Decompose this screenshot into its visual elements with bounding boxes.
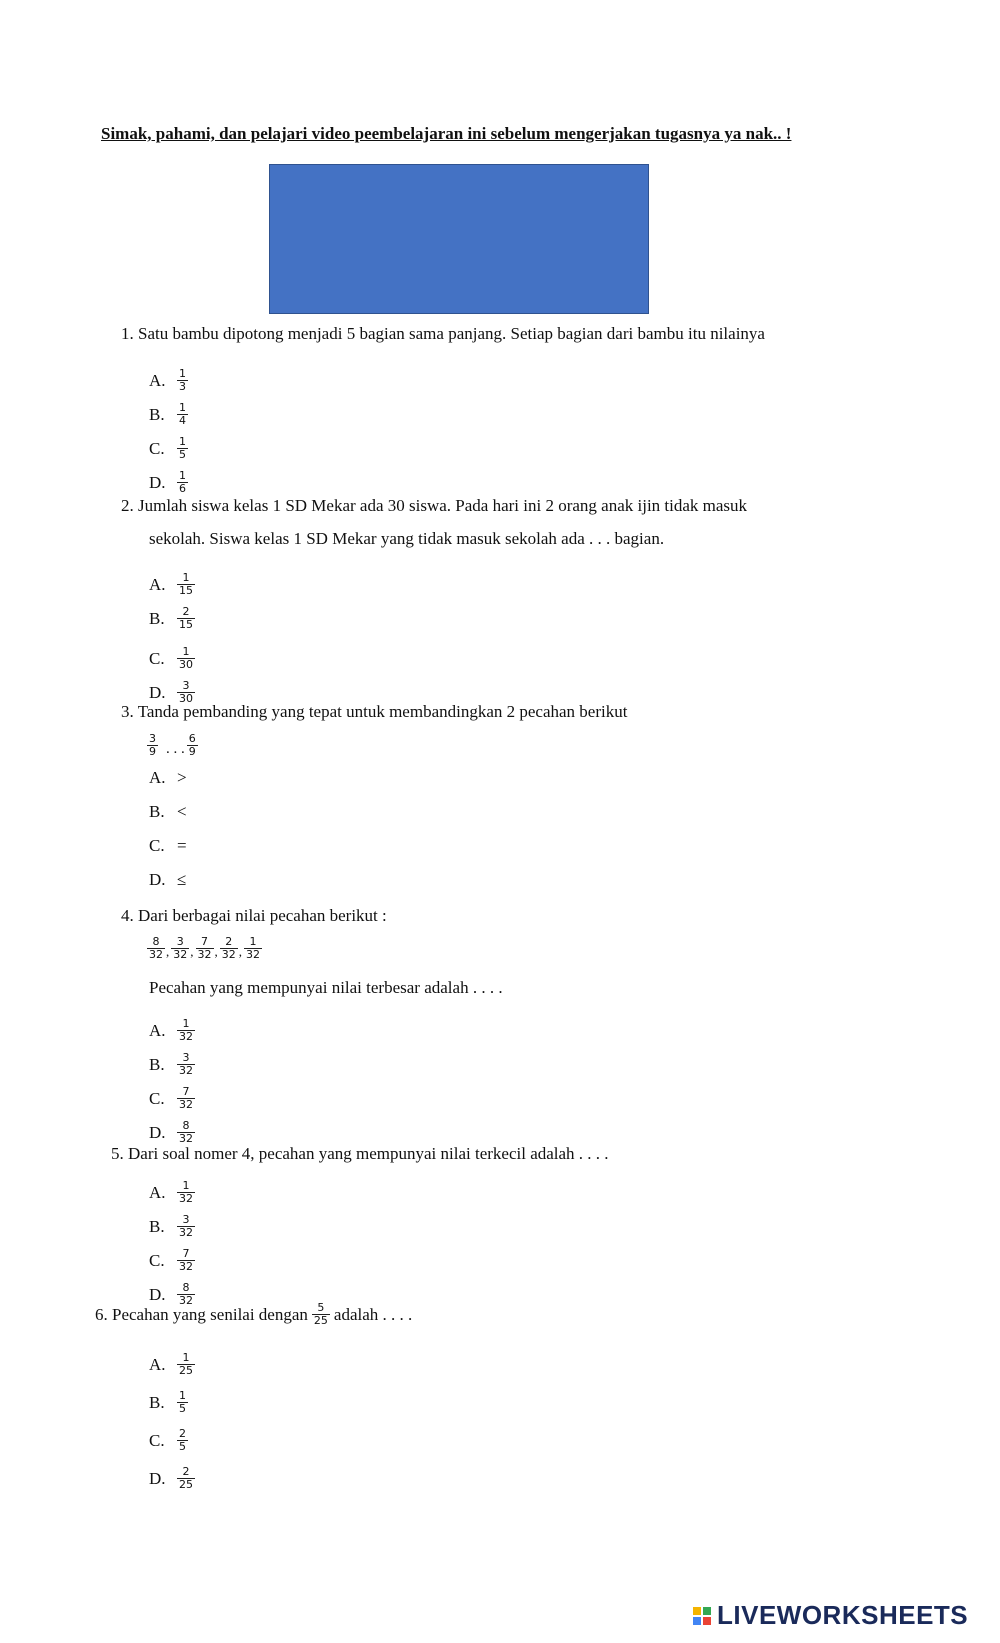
option-label: C. xyxy=(149,1250,165,1270)
option-label: C. xyxy=(149,1430,165,1450)
compare-right-fraction: $\frac{6}{9}$ xyxy=(188,732,196,758)
q3-option-b[interactable] xyxy=(149,802,187,822)
instruction-title: Simak, pahami, dan pelajari video peembelajaran ini sebelum mengerjakan tugasnya ya nak.. ! xyxy=(101,124,792,143)
option-label: C. xyxy=(149,648,165,668)
q4-option-c[interactable] xyxy=(149,1086,195,1111)
option-label: A. xyxy=(149,768,166,787)
option-value: < xyxy=(177,802,187,821)
option-label: B. xyxy=(149,802,165,821)
list-separator: , xyxy=(190,943,194,959)
q3-option-c[interactable] xyxy=(149,836,187,856)
option-fraction: $\frac{1}{6}$ xyxy=(179,469,186,495)
option-fraction: $\frac{3}{32}$ xyxy=(179,1213,193,1239)
question-6-fraction: $\frac{5}{25}$ xyxy=(313,1301,328,1327)
compare-left-fraction: $\frac{3}{9}$ xyxy=(149,732,156,758)
option-fraction: $\frac{8}{32}$ xyxy=(179,1119,193,1145)
option-value: ≤ xyxy=(177,870,187,889)
option-label: A. xyxy=(149,1354,166,1374)
list-fraction: $\frac{3}{32}$ xyxy=(173,935,188,961)
q3-option-d[interactable] xyxy=(149,870,186,890)
option-label: B. xyxy=(149,1392,165,1412)
option-label: B. xyxy=(149,608,165,628)
option-label: B. xyxy=(149,1054,165,1074)
option-fraction: $\frac{1}{5}$ xyxy=(179,1389,186,1415)
option-fraction: $\frac{1}{15}$ xyxy=(179,571,193,597)
question-4-fraction-list xyxy=(147,936,262,961)
video-player[interactable] xyxy=(269,164,649,314)
question-3-comparison xyxy=(147,733,198,758)
option-label: D. xyxy=(149,472,166,492)
option-label: A. xyxy=(149,370,166,390)
question-2-text-line2: sekolah. Siswa kelas 1 SD Mekar yang tidak masuk sekolah ada . . . bagian. xyxy=(149,529,665,548)
q6-option-c[interactable] xyxy=(149,1428,188,1453)
option-label: D. xyxy=(149,1284,166,1304)
list-separator: , xyxy=(166,943,170,959)
question-2-text-line1: 2. Jumlah siswa kelas 1 SD Mekar ada 30 siswa. Pada hari ini 2 orang anak ijin tidak masuk xyxy=(121,496,748,515)
question-4-question: Pecahan yang mempunyai nilai terbesar adalah . . . . xyxy=(149,978,503,997)
q1-option-b[interactable] xyxy=(149,402,188,427)
option-label: C. xyxy=(149,438,165,458)
option-fraction: $\frac{2}{15}$ xyxy=(179,605,193,631)
question-4-text: 4. Dari berbagai nilai pecahan berikut : xyxy=(121,906,387,925)
compare-dots: . . . xyxy=(166,741,185,757)
option-label: D. xyxy=(149,682,166,702)
option-fraction: $\frac{1}{4}$ xyxy=(179,401,186,427)
q4-option-a[interactable] xyxy=(149,1018,195,1043)
q2-option-b[interactable] xyxy=(149,606,195,631)
option-value: > xyxy=(177,768,187,787)
option-fraction: $\frac{2}{25}$ xyxy=(179,1465,193,1491)
liveworksheets-logo-icon xyxy=(693,1607,711,1625)
question-6-text-after: adalah . . . . xyxy=(333,1304,413,1324)
option-label: D. xyxy=(149,870,166,889)
q5-option-a[interactable] xyxy=(149,1180,195,1205)
q4-option-b[interactable] xyxy=(149,1052,195,1077)
question-5-text: 5. Dari soal nomer 4, pecahan yang mempunyai nilai terkecil adalah . . . . xyxy=(111,1144,609,1163)
option-fraction: $\frac{1}{32}$ xyxy=(179,1179,193,1205)
option-fraction: $\frac{7}{32}$ xyxy=(179,1247,193,1273)
liveworksheets-logo-text: LIVEWORKSHEETS xyxy=(717,1600,969,1630)
option-label: A. xyxy=(149,574,166,594)
q1-option-d[interactable] xyxy=(149,470,188,495)
option-label: D. xyxy=(149,1468,166,1488)
option-fraction: $\frac{1}{3}$ xyxy=(179,367,186,393)
question-1-text: 1. Satu bambu dipotong menjadi 5 bagian sama panjang. Setiap bagian dari bambu itu nilainya xyxy=(121,324,765,343)
list-fraction: $\frac{2}{32}$ xyxy=(221,935,236,961)
list-fraction: $\frac{8}{32}$ xyxy=(149,935,163,961)
q6-option-b[interactable] xyxy=(149,1390,188,1415)
option-fraction: $\frac{1}{25}$ xyxy=(179,1351,193,1377)
liveworksheets-logo xyxy=(693,1600,968,1631)
q4-option-d[interactable] xyxy=(149,1120,195,1145)
list-separator: , xyxy=(238,943,242,959)
option-label: B. xyxy=(149,1216,165,1236)
option-fraction: $\frac{3}{30}$ xyxy=(179,679,193,705)
list-fraction: $\frac{1}{32}$ xyxy=(246,935,260,961)
option-label: B. xyxy=(149,404,165,424)
option-fraction: $\frac{1}{32}$ xyxy=(179,1017,193,1043)
option-fraction: $\frac{7}{32}$ xyxy=(179,1085,193,1111)
option-label: C. xyxy=(149,836,165,855)
option-label: D. xyxy=(149,1122,166,1142)
question-3-text: 3. Tanda pembanding yang tepat untuk membandingkan 2 pecahan berikut xyxy=(121,702,628,721)
option-fraction: $\frac{2}{5}$ xyxy=(179,1427,186,1453)
option-value: = xyxy=(177,836,187,855)
q1-option-a[interactable] xyxy=(149,368,188,393)
q3-option-a[interactable] xyxy=(149,768,187,788)
q1-option-c[interactable] xyxy=(149,436,188,461)
option-fraction: $\frac{1}{30}$ xyxy=(179,645,193,671)
q6-option-d[interactable] xyxy=(149,1466,195,1491)
q5-option-b[interactable] xyxy=(149,1214,195,1239)
q6-option-a[interactable] xyxy=(149,1352,195,1377)
question-6-text xyxy=(95,1302,412,1327)
list-separator: , xyxy=(214,943,218,959)
list-fraction: $\frac{7}{32}$ xyxy=(197,935,212,961)
option-label: A. xyxy=(149,1020,166,1040)
question-6-text-before: 6. Pecahan yang senilai dengan xyxy=(95,1304,308,1324)
option-fraction: $\frac{8}{32}$ xyxy=(179,1281,193,1307)
option-fraction: $\frac{3}{32}$ xyxy=(179,1051,193,1077)
option-fraction: $\frac{1}{5}$ xyxy=(179,435,186,461)
q5-option-c[interactable] xyxy=(149,1248,195,1273)
q2-option-a[interactable] xyxy=(149,572,195,597)
option-label: A. xyxy=(149,1182,166,1202)
q2-option-c[interactable] xyxy=(149,646,195,671)
option-label: C. xyxy=(149,1088,165,1108)
